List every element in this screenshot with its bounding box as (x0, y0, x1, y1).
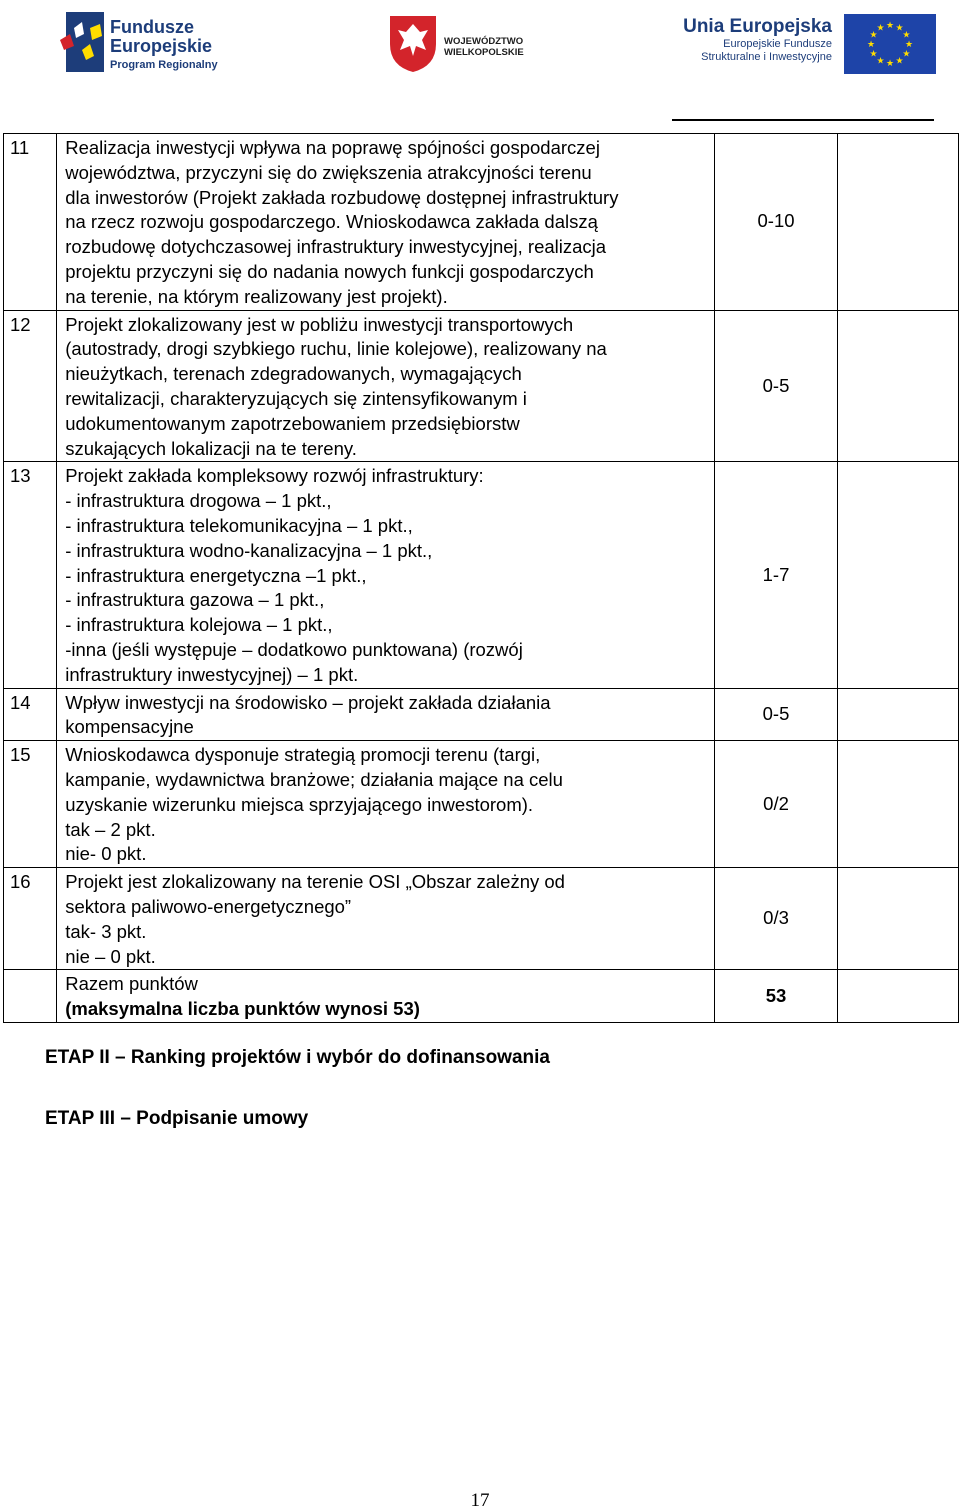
fe-line1: Fundusze (110, 17, 194, 37)
criterion-description (57, 134, 715, 311)
eu-star-icon: ★ (876, 55, 885, 66)
fe-emblem-icon (60, 10, 106, 76)
eu-star-icon: ★ (895, 55, 904, 66)
description-line: - infrastruktura wodno-kanalizacyjna – 1 pkt., (65, 539, 433, 561)
eu-star-icon: ★ (885, 20, 895, 30)
total-label: Razem punktów (65, 973, 198, 995)
description-line: na rzecz rozwoju gospodarczego. Wnioskodawca zakłada dalszą (65, 211, 598, 233)
header-rule (672, 119, 934, 121)
criterion-row (4, 134, 959, 311)
unia-europejska-logo (672, 14, 937, 78)
criterion-number: 12 (4, 310, 57, 462)
fe-line2: Europejskie (110, 36, 213, 56)
criterion-description (57, 462, 715, 688)
etap-3-heading: ETAP III – Podpisanie umowy (45, 1108, 309, 1129)
description-line: na terenie, na którym realizowany jest projekt). (65, 285, 448, 307)
description-line: kompensacyjne (65, 716, 194, 738)
description-line: kampanie, wydawnictwa branżowe; działania mające na celu (65, 768, 563, 790)
criterion-number: 15 (4, 741, 57, 868)
description-line: udokumentowanym zapotrzebowaniem przedsiębiorstw (65, 412, 520, 434)
total-points: 53 (715, 970, 837, 1023)
criterion-number: 14 (4, 688, 57, 741)
description-line: - infrastruktura drogowa – 1 pkt., (65, 490, 332, 512)
criterion-points: 0-5 (715, 688, 837, 741)
description-line: Wnioskodawca dysponuje strategią promocji terenu (targi, (65, 744, 541, 766)
description-line: nie- 0 pkt. (65, 843, 147, 865)
description-line: - infrastruktura telekomunikacyjna – 1 pkt., (65, 514, 413, 536)
ue-line1: Unia Europejska (683, 16, 832, 37)
description-line: Wpływ inwestycji na środowisko – projekt zakłada działania (65, 691, 551, 713)
description-line: - infrastruktura kolejowa – 1 pkt., (65, 614, 333, 636)
eu-star-icon: ★ (902, 48, 911, 59)
description-line: - infrastruktura energetyczna –1 pkt., (65, 564, 367, 586)
wielkopolska-logo (388, 14, 538, 78)
ue-line2: Europejskie Fundusze (723, 38, 832, 50)
description-line: rewitalizacji, charakteryzujących się zintensyfikowanym i (65, 387, 527, 409)
description-line: Projekt jest zlokalizowany na terenie OSI „Obszar zależny od (65, 871, 565, 893)
wlkp-line1: WOJEWÓDZTWO (444, 36, 524, 47)
criterion-number: 16 (4, 868, 57, 970)
criterion-row (4, 688, 959, 741)
total-description (57, 970, 715, 1023)
criterion-row (4, 310, 959, 462)
criterion-description (57, 310, 715, 462)
description-line: nie – 0 pkt. (65, 945, 156, 967)
awarded-points-cell (837, 310, 958, 462)
description-line: tak- 3 pkt. (65, 920, 147, 942)
fe-line3: Program Regionalny (110, 59, 218, 71)
criterion-points: 1-7 (715, 462, 837, 688)
eu-star-icon: ★ (876, 22, 885, 33)
description-line: projektu przyczyni się do nadania nowych funkcji gospodarczych (65, 260, 594, 282)
total-number-cell (4, 970, 57, 1023)
eu-star-icon: ★ (869, 48, 878, 59)
awarded-points-cell (837, 741, 958, 868)
criterion-row (4, 462, 959, 688)
description-line: - infrastruktura gazowa – 1 pkt., (65, 589, 325, 611)
criterion-points: 0/3 (715, 868, 837, 970)
fundusze-europejskie-logo (60, 10, 230, 80)
criterion-points: 0/2 (715, 741, 837, 868)
criteria-table (3, 133, 959, 1023)
wlkp-line2: WIELKOPOLSKIE (444, 47, 524, 58)
criterion-row (4, 741, 959, 868)
description-line: szukających lokalizacji na te tereny. (65, 437, 357, 459)
description-line: dla inwestorów (Projekt zakłada rozbudowę dostępnej infrastruktury (65, 186, 619, 208)
eu-star-icon: ★ (902, 29, 911, 40)
description-line: uzyskanie wizerunku miejsca sprzyjającego inwestorom). (65, 793, 534, 815)
eu-star-icon: ★ (904, 39, 914, 49)
description-line: Realizacja inwestycji wpływa na poprawę spójności gospodarczej (65, 137, 600, 158)
coat-of-arms-icon (388, 14, 438, 74)
criterion-points: 0-10 (715, 134, 837, 311)
criterion-row (4, 868, 959, 970)
description-line: Projekt zlokalizowany jest w pobliżu inwestycji transportowych (65, 313, 574, 335)
total-awarded-cell (837, 970, 958, 1023)
eu-star-icon: ★ (866, 39, 876, 49)
total-note: (maksymalna liczba punktów wynosi 53) (65, 998, 420, 1020)
description-line: -inna (jeśli występuje – dodatkowo punktowana) (rozwój (65, 638, 523, 660)
description-line: województwa, przyczyni się do zwiększenia atrakcyjności terenu (65, 161, 592, 183)
criterion-description (57, 868, 715, 970)
description-line: sektora paliwowo-energetycznego” (65, 895, 352, 917)
eu-star-icon: ★ (895, 22, 904, 33)
criterion-number: 11 (4, 134, 57, 311)
description-line: rozbudowę dotychczasowej infrastruktury inwestycyjnej, realizacja (65, 236, 607, 258)
ue-line3: Strukturalne i Inwestycyjne (701, 51, 832, 63)
awarded-points-cell (837, 134, 958, 311)
description-line: Projekt zakłada kompleksowy rozwój infrastruktury: (65, 465, 484, 487)
awarded-points-cell (837, 462, 958, 688)
description-line: nieużytkach, terenach zdegradowanych, wymagających (65, 363, 522, 385)
etap-2-heading: ETAP II – Ranking projektów i wybór do dofinansowania (45, 1047, 550, 1068)
page-number: 17 (470, 1490, 490, 1511)
eu-star-icon: ★ (869, 29, 878, 40)
criterion-description (57, 741, 715, 868)
criterion-number: 13 (4, 462, 57, 688)
total-row (4, 970, 959, 1023)
eu-star-icon: ★ (885, 58, 895, 68)
awarded-points-cell (837, 868, 958, 970)
description-line: tak – 2 pkt. (65, 818, 156, 840)
description-line: (autostrady, drogi szybkiego ruchu, linie kolejowe), realizowany na (65, 338, 607, 360)
description-line: infrastruktury inwestycyjnej) – 1 pkt. (65, 663, 359, 685)
criterion-description (57, 688, 715, 741)
criterion-points: 0-5 (715, 310, 837, 462)
awarded-points-cell (837, 688, 958, 741)
eu-flag-icon (844, 14, 936, 74)
criteria-table-body (4, 134, 959, 1023)
